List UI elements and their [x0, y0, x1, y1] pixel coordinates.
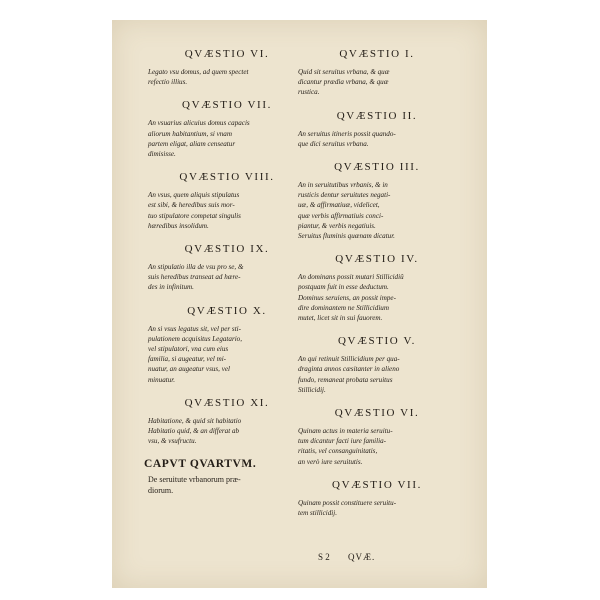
question-text: An dominans possit mutari Stillicidiû postquam fuit in esse deductum. Dominus seruiens, an possit impe- dire dominantem ne Stillicidium mutet, licet sit in sui fauorem. [298, 273, 404, 323]
question-heading: QVÆSTIO IX. [184, 243, 270, 256]
question-heading: QVÆSTIO VII. [182, 99, 272, 112]
question-text: Quinam actus in materia seruitu- tum dicantur facti iure familia- ritatis, vel consanguinitatis, an verò iure seruitutis. [298, 427, 393, 466]
question-heading: QVÆSTIO IV. [335, 253, 419, 266]
question-text: An vsus, quem aliquis stipulatus est sibi, & heredibus suis mor- tuo stipulatore competat singulis hæredibus insolidum. [148, 191, 241, 230]
question-text: Legato vsu domus, ad quem spectet refectio illius. [148, 68, 249, 87]
question-heading: QVÆSTIO VIII. [179, 171, 275, 184]
question-text: An seruitus itineris possit quando- que dici seruitus vrbana. [298, 129, 396, 148]
question-text: An qui retinuit Stillicidium per qua- draginta annos cæsitanter in alieno fundo, remaneat probata seruitus Stillicidij. [298, 355, 400, 394]
chapter-subtitle: De seruitute vrbanorum præ- diorum. [148, 475, 241, 496]
signature-mark: S 2 [318, 552, 330, 562]
chapter-heading: CAPVT QVARTVM. [144, 458, 257, 471]
question-text: An vsuarius alicuius domus capacis aliorum habitantium, si vnam partem eligat, aliam censeatur dimisisse. [148, 119, 250, 159]
question-text: Quinam possit constituere seruitu- tem stillicidij. [298, 498, 397, 518]
question-text: Habitatione, & quid sit habitatio Habitatio quid, & an differat ab vsu, & vsufructu. [148, 416, 242, 446]
question-heading: QVÆSTIO V. [338, 335, 416, 348]
question-text: An in seruitutibus vrbanis, & in rusticis dentur seruitutes negati- uæ, & affirmatiuæ, videlicet, quæ verbis affirmatiuis conci- piantur, & verbis negatiuis. Seruitus fluminis quænam dicatur. [298, 181, 395, 241]
catchword: QVÆ. [348, 552, 376, 562]
right-column [292, 48, 462, 530]
question-text: An stipulatio illa de vsu pro se, & suis heredibus transeat ad hære- des in infinitum. [148, 263, 244, 292]
question-heading: QVÆSTIO VII. [332, 478, 422, 491]
question-text: An si vsus legatus sit, vel per sti- pulationem acquisitus Legatario, vel stipulatori, vna cum eius familia, si augeatur, vel mi- nuatur, an augeatur vsus, vel minuatur. [148, 324, 242, 384]
question-heading: QVÆSTIO XI. [184, 396, 270, 409]
left-column [142, 48, 312, 496]
question-heading: QVÆSTIO VI. [184, 48, 270, 60]
question-heading: QVÆSTIO I. [339, 48, 415, 60]
question-heading: QVÆSTIO VI. [334, 407, 420, 420]
question-heading: QVÆSTIO III. [334, 161, 420, 174]
question-text: Quid sit seruitus vrbana, & quæ dicantur prædia vrbana, & quæ rustica. [298, 68, 390, 97]
question-heading: QVÆSTIO II. [336, 109, 418, 122]
question-heading: QVÆSTIO X. [187, 304, 267, 317]
book-page [112, 20, 487, 588]
